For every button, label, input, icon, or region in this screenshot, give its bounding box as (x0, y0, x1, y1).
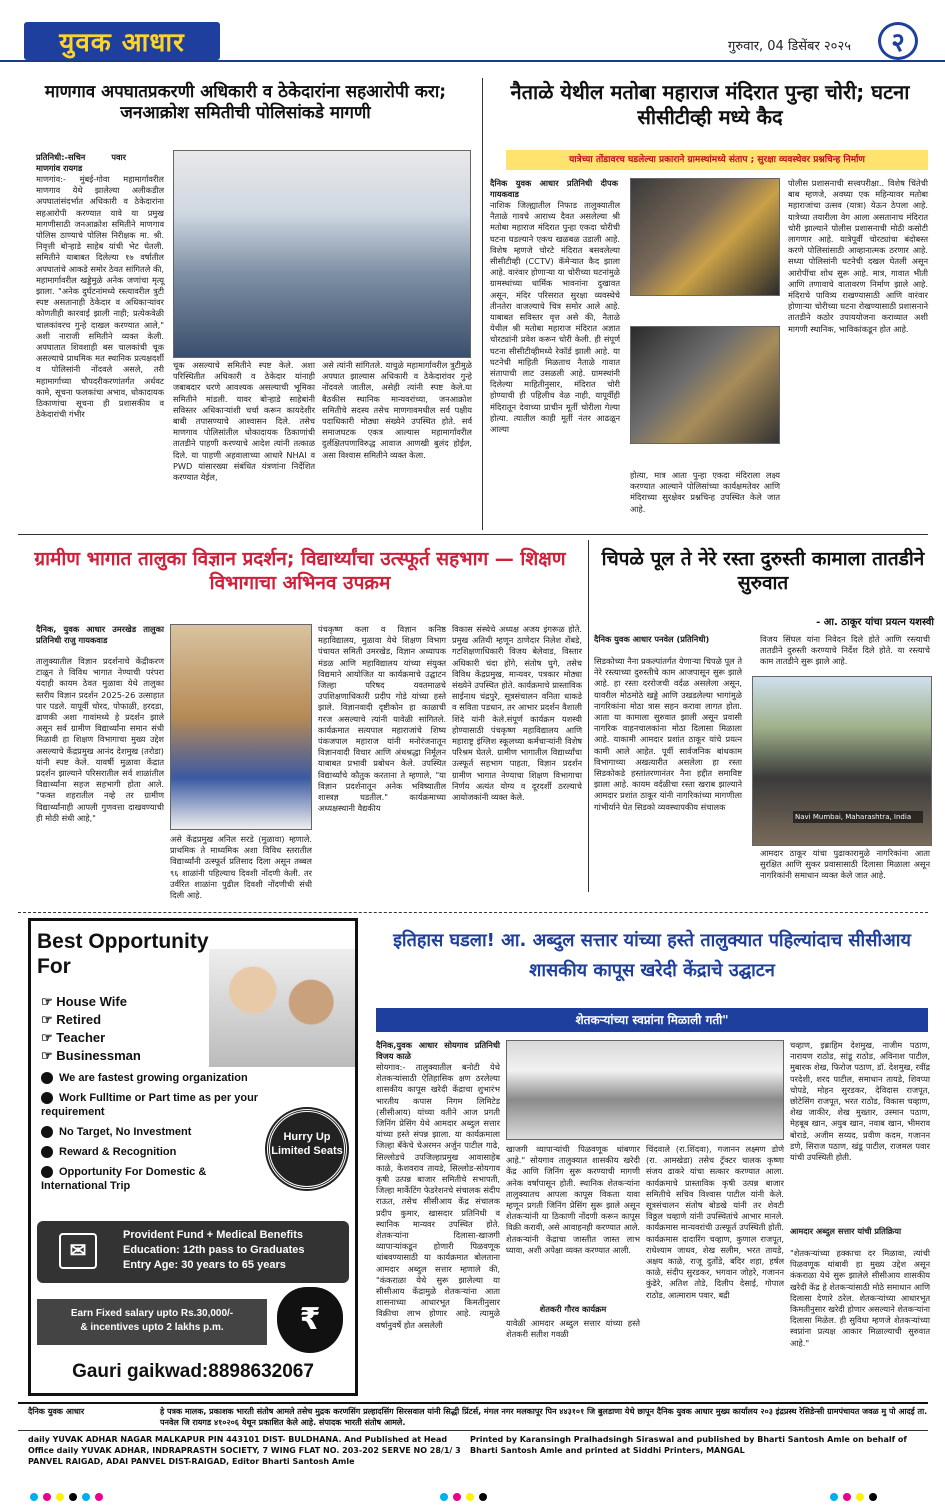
ad-point: Opportunity For Domestic & International Trip (41, 1166, 207, 1192)
ad-point: No Target, No Investment (41, 1125, 271, 1139)
story4-text3: आमदार ठाकूर यांचा पुढाकारामुळे नागरिकांना आता सुरक्षित आणि सुकर प्रवासासाठी दिलासा मिळाला असून नागरिकांनी समाधान व्यक्त केले जात आहे. (760, 848, 930, 881)
footer-imprint-marathi: हे पत्रक मालक, प्रकाशक भारती संतोष आमले तसेच मुद्रक करणसिंग प्रल्हादसिंग सिरसवाल यांनी सिद्धी प्रिंटर्स, मंगल नगर मलकापूर पिन ४४३१०१ जि बुलडाणा येथे छापून दैनिक युवक आधार मुख्य कार्यालय २०३ इंद्रप्रस्थ रेसिडेन्सी ग्रामपंचायत जवळ मु पो आदई ता. पनवेल जि रायगड ४१०२०६ येथून प्रकाशित केले आहे. संपादक भारती संतोष आमले. (160, 1407, 928, 1427)
story5-text5: चव्हाण, इब्राहिम देशमुख, नाजीम पठाण, नारायण राठोड, सांडू राठोड, अविनाश पाटील, मुबारक शेख, फिरोज पठाण, डॉ. देशमुख, रवींद्र परदेशी, शरद पाटील, समाधान तायडे, शिवप्पा चोपडे, मोहन सुरडकर, देविदास राजपूत, छोटेसिंग राजपूत, भरत राठोड, विकास चव्हाण, शेख जाकीर, शेख मुख्तार, उस्मान पठाण, मेहबूब खान, अयुब खान, नवाब खान, भीमराव बोराडे, अजीम सय्यद, प्रवीण कदम, गजानन डणे, सिराज पठाण, खंडू पाटील, राजमल पवार यांची उपस्थिती होती. (790, 1040, 930, 1163)
section-divider (18, 534, 928, 535)
story2-text3: पोलीस प्रशासनाची सत्त्वपरीक्षा.. विशेष चिंतेची बाब म्हणजे, अवघ्या एक महिन्यावर मतोबा महाराजांचा उत्सव (यात्रा) येऊन ठेपला आहे. यात्रेच्या तयारीला वेग आला असतानाच मंदिरात चोरी झाल्याने पोलीस प्रशासनाची मोठी कसोटी लागणार आहे. यात्रेपूर्वी चोरट्यांचा बंदोबस्त करणे पोलिसांसाठी आव्हानात्मक ठरणार आहे. सध्या पोलिसांनी घटनेची दखल घेतली असून आरोपींचा शोध सुरू आहे. मात्र, गावात भीती आणि तणावाचे वातावरण निर्माण झाले आहे. मंदिराचे पावित्र्य राखण्यासाठी आणि वारंवार होणाऱ्या चोरीच्या घटना रोखण्यासाठी प्रशासनाने तातडीने कठोर उपाययोजना कराव्यात अशी मागणी स्थानिक, भाविकांकडून होत आहे. (788, 178, 928, 334)
job-advertisement (28, 918, 358, 1396)
ad-title: Best Opportunity For (37, 930, 209, 978)
story1-text1: माणगांव:- मुंबई-गोवा महामार्गावरील माणगाव येथे झालेल्या अलीकडील अपघातांसंदर्भात अधिकारी व ठेकेदारांना सहआरोपी करण्यात यावे या प्रमुख मागणीसाठी जनआक्रोश समितीने माणगाव पोलिस ठाण्याचे पोलिस निरीक्षक मा. श्री. निवृत्ती बोऱ्हाडे साहेब यांची भेट घेतली. समितीने याबाबत दिलेल्या १७ वर्षातील अपघातांचे आकडे समोर ठेवत सांगितले की, महामार्गावरील खड्डेमुळे अनेक जणांचा मृत्यू झाला. "अनेक दुर्घटनांमध्ये रस्त्यावरील त्रुटी स्पष्ट असतानाही ठेकेदार व अधिकाऱ्यांवर कोणतीही कारवाई झाली नाही; प्रत्येकवेळी चालकांवरच गुन्हे दाखल करण्यात आले," अशी नाराजी समितीने व्यक्त केली. अपघातात शिवशाही बस चालकांची चूक असल्याचे प्राथमिक मत स्थानिक प्रत्यक्षदर्शी व पोलिसांनी नोंदवले असले, तरी महामार्गाच्या चौपदरीकरणांतर्गत अर्धवट कामे, सूचना फलकांचा अभाव, धोकादायक ठिकाणांचा सूचना ही प्रशासकीय व ठेकेदारांची गंभीर (36, 174, 164, 420)
hand-pointer-icon: ☞ (41, 1012, 57, 1027)
printer-color-bar (440, 1486, 580, 1505)
printer-color-bar (830, 1486, 930, 1505)
ad-target-item: ☞ Teacher (41, 1030, 106, 1045)
ad-benefits-box: ✉ Provident Fund + Medical Benefits Education: 12th pass to Graduates Entry Age: 30 years to 65 years (37, 1221, 349, 1283)
ad-target-item: ☞ Retired (41, 1012, 102, 1027)
certificate-icon: ✉ (59, 1233, 97, 1269)
ad-salary-box: Earn Fixed salary upto Rs.30,000/- & incentives upto 2 lakhs p.m. (37, 1299, 267, 1345)
story3-byline: दैनिक, युवक आधार उमरखेड तालुका प्रतिनिधी राजु गायकवाड (36, 624, 164, 646)
section-divider (18, 912, 928, 913)
footer-rule (18, 1402, 928, 1404)
story2-strap: यात्रेच्या तोंडावरच घडलेल्या प्रकाराने ग्रामस्थांमध्ये संताप ; सुरक्षा व्यवस्थेवर प्रश्नचिन्ह निर्माण (506, 150, 928, 170)
bullet-icon (41, 1092, 53, 1104)
story2-cctv-photo-2 (630, 326, 780, 444)
story1-byline: प्रतिनिधी:-सचिन पवार माणगांव रायगड (36, 152, 126, 174)
money-bag-icon: ₹ (277, 1287, 343, 1353)
story3-text4: विकास संस्थेचे अध्यक्ष अजय इंगरूळ होते. प्रमुख अतिथी म्हणून ठाणेदार निलेश शेंबडे, गटशिक्षणाधिकारी विजय बेलेवाड, विस्तार अधिकारी चंदा होंगे, संतोष घुगे, तसेच विविध केंद्रप्रमुख, मान्यवर, पत्रकार मोठ्या संख्येने उपस्थित होते. कार्यक्रमाचे प्रास्ताविक साईनाथ चंद्रपुरे, सूत्रसंचालन वनिता धाकडे व सविता पडधान, तर आभार प्रदर्शन वैशाली शिंदे यांनी केले.संपूर्ण कार्यक्रम यशस्वी होण्यासाठी पंचकृष्ण महाविद्यालय आणि महाराष्ट्र इंग्लिश स्कूलच्या कर्मचाऱ्यांनी विशेष परिश्रम घेतले. ग्रामीण भागातील विद्यार्थ्यांचा उत्स्फूर्त सहभाग पाहता, विज्ञान प्रदर्शन ग्रामीण भागात नेण्याचा शिक्षण विभागाचा निर्णय अत्यंत योग्य व दूरदर्शी ठरल्याचे आयोजकांनी व्यक्त केले. (452, 624, 582, 803)
story1-text3: असे त्यांनी सांगितले. याचुळे महामार्गावरील त्रुटीमुळे अपघात झाल्यास अधिकारी व ठेकेदारांवर गुन्हे नोंदवले जातील, असेही त्यांनी स्पष्ट केले.या बैठकीस स्थानिक मान्यवरांच्या, जनआक्रोश समितीचे सदस्य तसेच माणगावमधील सर्व पक्षीय पदाधिकारी मोठ्या संख्येने उपस्थित होते. सर्व समाजघटक एकत्र आल्यास महामार्गावरील दुर्लक्षितपणाविरुद्ध आवाज आणखी बुलंद होईल, असा विश्वास समितीने व्यक्त केला. (322, 360, 472, 460)
story3-text3: पंचकृष्ण कला व विज्ञान कनिष्ठ महाविद्यालय, मुळावा येथे शिक्षण विभाग पंचायत समिती उमरखेड, विज्ञान अध्यापक मंडळ आणि महाविद्यालय यांच्या संयुक्त विद्यमाने आयोजित या कार्यक्रमाचे उद्घाटन जिल्हा परिषद यवतमाळचे उपशिक्षणाधिकारी प्रदीप गोडे यांच्या हस्ते झाले. विज्ञानवादी दृष्टीकोन हा काळाची गरज असल्याचे त्यांनी यावेळी सांगितले. कार्यक्रमात सत्यपाल महाराजांचे शिष्य पंकजपाल महाराज यांनी मनोरंजनातून विज्ञानवादी विचार आणि अंधश्रद्धा निर्मूलन याबाबत प्रभावी प्रबोधन केले. उपस्थित विद्यार्थ्यांचे कौतुक करताना ते म्हणाले, "या विज्ञान प्रदर्शनातून अनेक भविष्यातील शास्त्रज्ञ घडतील." कार्यक्रमाच्या अध्यक्षस्थानी वैद्यकीय (318, 624, 446, 814)
story5-headline: इतिहास घडला! आ. अब्दुल सत्तार यांच्या हस्ते तालुक्यात पहिल्यांदाच सीसीआय शासकीय कापूस खरेदी केंद्राचे उद्घाटन (393, 930, 911, 981)
footer-left-label: दैनिक युवक आधार (28, 1407, 85, 1416)
footer-imprint-english-left: daily YUVAK ADHAR NAGAR MALKAPUR PIN 443101 DIST- BULDHANA. And Published at Head Office daily YUVAK ADHAR, INDRAPRASTH SOCIETY, 7 WING FLAT NO. 203-202 SERVE NO 28/1/ 3 PANVEL RAIGAD, ADAI PANVEL DIST-RAIGAD, Editor Bharti Santosh Amle (28, 1435, 461, 1466)
bullet-icon (41, 1072, 53, 1084)
story4-byline: दैनिक युवक आधार पनवेल (प्रतिनिधी) (594, 634, 710, 644)
story3-headline: ग्रामीण भागात तालुका विज्ञान प्रदर्शन; विद्यार्थ्यांचा उत्स्फूर्त सहभाग — शिक्षण विभागाचा अभिनव उपक्रम (34, 548, 566, 594)
bullet-icon (41, 1166, 53, 1178)
hurry-badge: Hurry Up Limited Seats (267, 1109, 347, 1189)
footer-imprint-english-right: Printed by Karansingh Pralhadsingh Siraswal and published by Bharti Santosh Amle on behalf of Bharti Santosh Amle and printed at Siddhi Printers, MANGAL (470, 1435, 907, 1455)
story2-text2: होत्या, मात्र आता पुन्हा एकदा मंदिराला लक्ष्य करण्यात आल्याने पोलिसांच्या कार्यक्षमतेवर आणि मंदिराच्या सुरक्षेवर प्रश्नचिन्ह उपस्थित केले जात आहे. (630, 470, 780, 514)
story5-text3: यावेळी आमदार अब्दुल सत्तार यांच्या हस्ते शेतकरी सतीश गवळी (506, 1318, 640, 1340)
column-divider (482, 78, 483, 530)
story4-road-photo (752, 676, 932, 846)
story4-kicker: - आ. ठाकूर यांचा प्रयत्न यशस्वी (816, 617, 934, 628)
story5-subhead: शेतकरी गौरव कार्यक्रम (539, 1304, 607, 1314)
story5-text1: सोयगाव:- तालुक्यातील बनोटी येथे शेतकऱ्यांसाठी ऐतिहासिक क्षण ठरलेल्या शासकीय कापूस खरेदी केंद्राचा शुभारंभ भारतीय कपास निगम लिमिटेड (सीसीआय) यांच्या वतीने आज प्रगती जिनिंग प्रेसिंग येथे आमदार अब्दुल सत्तार यांच्या हस्ते संपन्न झाला. या कार्यक्रमाला जिल्हा बँकेचे चेअरमन अर्जुन पाटील गाढे, सिल्लोडचे उपजिल्हाप्रमुख आवासाहेब काळे, केशवराव तायडे, सिल्लोड-सोयगाव कृषी उत्पन्न बाजार समितीचे सभापती, जिल्हा मार्केटिंग फेडरेशनचे संचालक संदीप राऊत, तसेच सीसीआय केंद्र संचालक प्रदीप कुमार, खासदार प्रतिनिधी व स्थानिक मान्यवर उपस्थित होते. शेतकऱ्यांना दिलासा-खाजगी व्यापाऱ्यांकडून होणारी पिळवणूक थांबवण्यासाठी या कार्यक्रमात बोलताना आमदार अब्दुल सत्तार म्हणाले की, "कंकराळा येथे सुरू झालेल्या या सीसीआय केंद्रामुळे शेतकऱ्यांना आता शासनाच्या आधारभूत किमतीनुसार विक्रीचा लाभ होणार आहे. त्यामुळे वर्षानुवर्षे होत असलेली (376, 1062, 500, 1330)
hand-pointer-icon: ☞ (41, 1030, 57, 1045)
story5-byline: दैनिक,युवक आधार सोयगाव प्रतिनिधी विजय काळे (376, 1040, 500, 1062)
story1-headline: माणगाव अपघातप्रकरणी अधिकारी व ठेकेदारांना सहआरोपी करा; जनआक्रोश समितीची पोलिसांकडे मागणी (44, 82, 447, 124)
ad-target-item: ☞ Businessman (41, 1048, 141, 1063)
story4-headline: चिपळे पूल ते नेरे रस्ता दुरुस्ती कामाला तातडीने सुरुवात (601, 548, 925, 594)
ad-point: Reward & Recognition (41, 1145, 271, 1159)
story2-headline: नैताळे येथील मतोबा महाराज मंदिरात पुन्हा चोरी; घटना सीसीटीव्ही मध्ये कैद (510, 80, 910, 129)
bullet-icon (41, 1126, 53, 1138)
story3-photo (170, 624, 312, 830)
story1-photo (173, 150, 471, 358)
story5-text4: चिंदवाले (रा.शिंदवा), गजानन लक्ष्मण डोणे (रा. आमखेडा) तसेच ट्रॅक्टर चालक कृष्णा संजय ढाकरे यांचा सत्कार करण्यात आला. कार्यक्रमाचे प्रास्ताविक कृषी उत्पन्न बाजार समितीचे सचिव विश्वास पाटील यांनी केले. सूत्रसंचालन संतोष बोडखे यांनी तर शेवटी विठ्ठल चव्हाणे यांनी उपस्थितांचे आभार मानले. कार्यक्रमास मान्यवरांची उत्स्फूर्त उपस्थिती होती. कार्यक्रमास दादारिंग चव्हाण, कुणाल राजपूत, राधेश्याम जाधव, शेख सलीम, भरत तायडे, अक्षय काळे, राजू दुतोंडे, बदिर शहा, हर्षल काळे, संदीप सुरडकर, भगवान जोहरे, गजानन कुंढेरे, अतिश तोडे, दिलीप देसाई, गोपाल राठोड, आत्माराम पवार, बद्री (646, 1144, 784, 1300)
ad-portrait-collage (209, 949, 355, 1067)
story3-text2: असे केंद्रप्रमुख अनिल सरडे (मुळावा) म्हणाले. प्राथमिक ते माध्यमिक अशा विविध स्तरातील विद्यार्थ्यांनी उत्स्फूर्त प्रतिसाद दिला असून तब्बल ९६ शाळांनी पहिल्याच दिवशी नोंदणी केली. तर उर्वरित शाळांना पुढील दिवशी नोंदणीची संधी दिली आहे. (170, 834, 312, 901)
printer-color-bar (30, 1486, 170, 1505)
story5-text6: "शेतकऱ्यांच्या हक्काचा दर मिळावा, त्यांची पिळवणूक थांबावी हा मुख्य उद्देश असून कंकराळा येथे सुरू झालेले सीसीआय शासकीय खरेदी केंद्र हे शेतकऱ्यांसाठी मोठे समाधान आणि दिलासा देणारे ठरेल. शेतकऱ्यांच्या आधारभूत किमतीनुसार खरेदी होणार असल्याने शेतकऱ्यांना दिलासा मिळेल. ही सुविधा म्हणजे शेतकऱ्यांच्या स्वप्नांना प्रत्यक्ष आकार मिळाल्याची सुरुवात आहे." (790, 1248, 930, 1348)
story5-subhead2: आमदार अब्दुल सत्तार यांची प्रतिक्रिया (790, 1226, 902, 1236)
gps-stamp: Navi Mumbai, Maharashtra, India (793, 811, 923, 823)
hand-pointer-icon: ☞ (41, 1048, 57, 1063)
ad-point: Work Fulltime or Part time as per your requirement (41, 1092, 259, 1118)
story2-cctv-photo-1 (630, 178, 780, 296)
ad-point: We are fastest growing organization (41, 1071, 271, 1085)
hand-pointer-icon: ☞ (41, 994, 57, 1009)
bullet-icon (41, 1146, 53, 1158)
story1-text2: चूक असल्याचे समितीने स्पष्ट केले. अशा परिस्थितीत अधिकारी व ठेकेदार यांनाही जबाबदार धरणे आवश्यक असल्याची भूमिका समितीने मांडली. यावर बोऱ्हाडे साहेबांनी सविस्तर अधिकाऱ्यांशी चर्चा करून कायदेशीर बाबी तपासण्याचे आश्वासन दिले. तसेच माणगाव पोलिसांतील धोकादायक ठिकाणांची तातडीने पाहणी करण्याचे आदेश त्यांनी तत्काळ दिले. या पाहणी अहवालाच्या आधारे NHAI व PWD यांसारख्या संबंधित यंत्रणांना निर्देशित करण्यात येईल, (173, 360, 315, 483)
newspaper-logo: युवक आधार (24, 22, 220, 60)
ad-target-item: ☞ House Wife (41, 994, 127, 1009)
story4-text2: विजय सिंघल यांना निवेदन दिले होते आणि रस्त्याची तातडीने दुरुस्ती करण्याचे निर्देश दिले होते. या रस्त्याचे काम तातडीने सुरू झाले आहे. (760, 634, 930, 667)
story2-byline: दैनिक युवक आधार प्रतिनिधी दीपक गायकवाड (490, 178, 618, 200)
issue-date: गुरुवार, 04 डिसेंबर २०२५ (728, 39, 851, 54)
story3-text1: तालुक्यातील विज्ञान प्रदर्शनाचे केंद्रीकरण टाळून ते विविध भागात नेण्याची परंपरा यंदाही कायम ठेवत मुळावा येथे तालुका स्तरीय विज्ञान प्रदर्शन 2025-26 उत्साहात पार पडले. यापूर्वी चोरद, पोफाळी, हरदडा, ढाणकी अशा गावांमध्ये हे प्रदर्शन झाले असून सर्व ग्रामीण विद्यार्थ्यांना समान संधी मिळावी हा शिक्षण विभागाचा मुख्य उद्देश असल्याचे केंद्रप्रमुख आनंद देशमुख (तरोडा) यांनी स्पष्ट केले. यावर्षी मुळावा केंद्रात प्रदर्शन झाल्याने परिसरातील सर्व शाळांतील विद्यार्थ्यांना सहज सहभागी होता आले. "फक्त शहरातील नव्हे तर ग्रामीण विद्यार्थ्यांनाही आपली गुणवत्ता दाखवण्याची ही मोठी संधी आहे," (36, 656, 164, 823)
story5-strap: शेतकऱ्यांच्या स्वप्नांना मिळाली गती" (376, 1008, 928, 1032)
ad-contact: Gauri gaikwad:8898632067 (72, 1361, 314, 1382)
story2-text1: नाशिक जिल्ह्यातील निफाड तालुक्यातील नैताळे गावचे आराध्य दैवत असलेल्या श्री मतोबा महाराज मंदिरात पुन्हा एकदा चोरीची घटना घडल्याने एकच खळबळ उडाली आहे. विशेष म्हणजे चोरटे मंदिरात बसवलेल्या सीसीटीव्ही (CCTV) कॅमेऱ्यात कैद झाला आहे. वारंवार होणाऱ्या या चोरीच्या घटनांमुळे ग्रामस्थांच्या धार्मिक भावनांना दुखावत असून, मंदिर परिसरात सुरक्षा व्यवस्थेचे तीनतेरा वाजल्याचे चित्र समोर आले आहे. याबाबत सविस्तर वृत्त असे की, नैताळे येथील श्री मतोबा महाराज मंदिरात अज्ञात चोरट्यांनी प्रवेश करून चोरी केली. ही संपूर्ण घटना सीसीटीव्हीमध्ये रेकॉर्ड झाली आहे. या घटनेची माहिती मिळताच नैताळे गावात संतापाची लाट उसळली आहे. ग्रामस्थांनी दिलेल्या माहितीनुसार, मंदिरात चोरी होण्याची ही पहिलीच वेळ नाही, यापूर्वीही मंदिरातून देवाच्या प्राचीन मूर्ती चोरीला गेल्या होत्या. त्यातील काही मूर्ती नंतर आढळून आल्या (490, 200, 620, 435)
story5-text2: खाजगी व्यापाऱ्यांची पिळवणूक थांबणार आहे." सोयगाव तालुक्यात शासकीय खरेदी केंद्र आणि जिनिंग सुरू करण्याची मागणी अनेक वर्षापासून होती. स्थानिक शेतकऱ्यांना तालुक्यातच आपला कापूस विकता यावा म्हणून प्रगती जिनिंग प्रेसिंग सुरू झाले असून शेतकऱ्यांनी या ठिकाणी नोंदणी करून कापूस विक्री करावी, असे आवाहनही करण्यात आले. शेतकऱ्यांनी केंद्राचा जास्तीत जास्त लाभ घ्यावा, अशी अपेक्षा व्यक्त करण्यात आली. (506, 1144, 640, 1255)
footer-rule (18, 1430, 928, 1431)
story4-text1: सिडकोच्या नैना प्रकल्पांतर्गत येणाऱ्या चिपळे पूल ते नेरे रस्त्याच्या दुरुस्तीचे काम आजपासून सुरू झाले आहे. हा रस्ता दररोजची वर्दळ असलेला असून, यावरील मोठमोठे खड्डे आणि उखडलेल्या भागांमुळे नागरिकांना मोठा त्रास सहन करावा लागत होता. आता या कामाला सुरुवात झाली असून प्रवासी नागरिक वाहनचालकांना मोठा दिलासा मिळाला आहे. याकामी आमदार प्रशांत ठाकूर यांचे प्रयत्न कामी आले आहेत. पूर्वी सार्वजनिक बांधकाम विभागाच्या अखत्यारीत असलेला हा रस्ता सिडकोकडे हस्तांतरणानंतर नैना हद्दीत समाविष्ट झाला आहे. कायम वर्दळीचा रस्ता खराब झाल्याने आमदार प्रशांत ठाकूर यांनी नागरिकांच्या मागणीला गांभीर्याने घेत सिडको व्यवस्थापकीय संचालक (594, 656, 742, 812)
column-divider (588, 540, 589, 892)
page-number: २ (878, 22, 918, 60)
story5-photo (506, 1040, 784, 1140)
